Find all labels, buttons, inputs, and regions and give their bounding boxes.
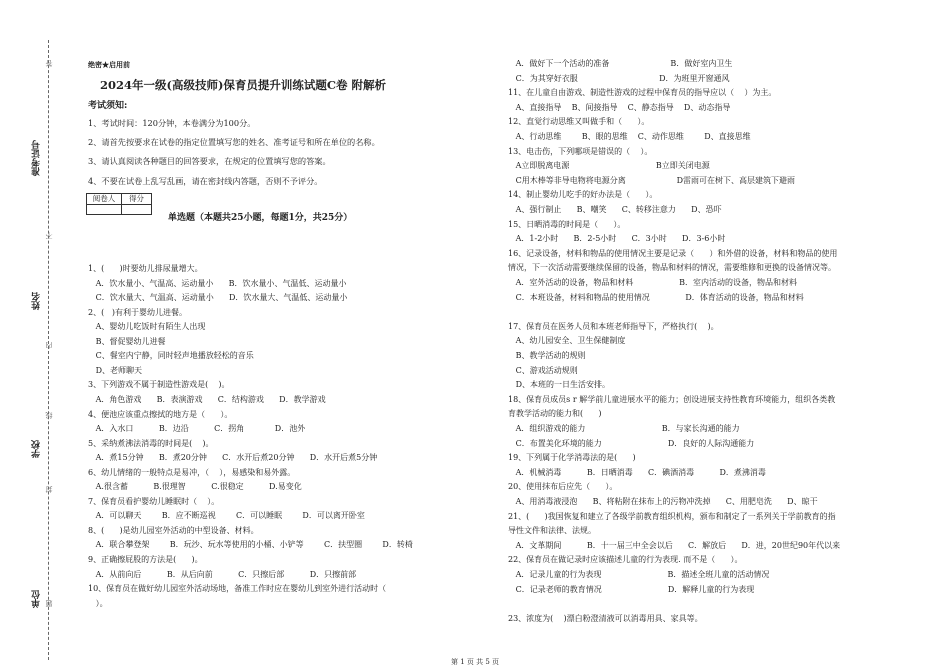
question-line: ）。 xyxy=(88,598,108,608)
binding-mark: 线 xyxy=(45,412,53,419)
binding-label-school: 学校 xyxy=(32,440,42,458)
score-table-header-score: 得分 xyxy=(129,194,144,203)
binding-label-unit: 单位 xyxy=(32,590,42,608)
binding-mark: 题 xyxy=(45,600,53,607)
score-table xyxy=(86,193,152,215)
question-line: 4、便池应该重点擦拭的地方是（ ）。 xyxy=(88,409,233,419)
question-line: 情况，下一次活动需要继续保留的设备，物品和材料的情况，需要维修和更换的设备情况等。 xyxy=(508,263,836,273)
question-line: A.很含蓄 B.很理智 C.很稳定 D.易变化 xyxy=(88,482,302,492)
question-line: C．饮水量大、气温高、运动量小 D．饮水量大、气温低、运动量小 xyxy=(88,293,348,303)
question-line: 导性文件和法律、法规。 xyxy=(508,526,596,536)
question-line: A．做好下一个活动的准备 B．做好室内卫生 xyxy=(508,59,733,68)
question-line: A．联合攀登架 B．玩沙、玩水等使用的小桶、小铲等 C．扶型圈 D．转椅 xyxy=(88,540,413,550)
question-line: A．1-2小时 B．2-5小时 C．3小时 D．3-6小时 xyxy=(508,234,726,244)
question-line: A．室外活动的设备，物品和材料 B．室内活动的设备，物品和材料 xyxy=(508,278,798,287)
question-line: C．为其穿好衣服 D．为班里开窗通风 xyxy=(508,73,730,83)
page-title: 2024年一级(高级技师)保育员提升训练试题C卷 附解析 xyxy=(100,78,387,92)
question-line: 19、下列属于化学消毒法的是( ) xyxy=(508,453,636,463)
question-line: A．记录儿童的行为表现 B．描述全班儿童的活动情况 xyxy=(508,570,770,579)
question-line: A．组织游戏的能力 B．与家长沟通的能力 xyxy=(508,424,740,433)
question-line: 15、日晒消毒的时间是（ ）。 xyxy=(508,219,626,229)
question-line: A、幼儿园安全、卫生保健制度 xyxy=(508,336,626,346)
question-line: 10、保育员在做好幼儿园室外活动场地，备准工作时应在婴幼儿到室外进行活动时（ xyxy=(88,584,387,594)
binding-mark: 内 xyxy=(45,342,53,349)
question-line: 2、( )有利于婴幼儿进餐。 xyxy=(88,307,187,317)
binding-label-exam-id: 准考证号 xyxy=(32,140,42,176)
question-line: C．布置美化环境的能力 D．良好的人际沟通能力 xyxy=(508,438,755,448)
notice-item: 1、考试时间：120分钟，本卷满分为100分。 xyxy=(88,118,256,128)
question-line: 18、保育员成员s r 解学前儿童进展水平的能力；创设进展支持性教育环境能力，组织各类教 xyxy=(508,394,836,404)
question-line: A、婴幼儿吃饭时有陌生人出现 xyxy=(88,322,206,332)
question-line: 14、制止婴幼儿吃手的好办法是（ ）。 xyxy=(508,190,658,200)
question-line: A、强行制止 B、嘲笑 C、转移注意力 D、恐吓 xyxy=(508,205,722,214)
question-line: C、游戏活动规则 xyxy=(508,365,578,375)
question-line: A．从前向后 B．从后向前 C．只擦后部 D．只擦前部 xyxy=(88,569,357,579)
secret-label: 绝密★启用前 xyxy=(88,60,130,69)
question-line: C用木棒等非导电物将电源分离 D雷雨可在树下、高层建筑下避雨 xyxy=(508,175,796,185)
question-line: A．饮水量小、气温高、运动量小 B．饮水量小、气温低、运动量小 xyxy=(88,278,347,288)
question-line: A．煮15分钟 B．煮20分钟 C．水开后煮20分钟 D．水开后煮5分钟 xyxy=(88,453,378,463)
question-line: C、餐室内宁静，同时轻声地播放轻松的音乐 xyxy=(88,351,254,361)
binding-mark: 封 xyxy=(45,486,53,493)
question-line: 12、直觉行动思维又叫做手和（ ）。 xyxy=(508,117,650,127)
question-line: 20、使用抹布后应先（ ）。 xyxy=(508,482,618,492)
question-line: 13、电击伤，下列哪项是错误的（ ）。 xyxy=(508,146,653,156)
question-line: 育教学活动的能力和( ) xyxy=(508,409,602,419)
question-line: D、老师聊天 xyxy=(88,365,143,375)
binding-mark: 不 xyxy=(45,232,53,239)
question-line: A、用消毒液浸泡 B、将粘附在抹布上的污物冲洗掉 C、用肥皂洗 D、晾干 xyxy=(508,497,818,506)
question-line: B、教学活动的规则 xyxy=(508,351,586,360)
question-line: A立即脱离电源 B立即关闭电源 xyxy=(508,161,710,171)
binding-label-name: 姓名 xyxy=(32,292,42,310)
question-line: 5、采纳煮沸法消毒的时间是( )。 xyxy=(88,438,214,448)
binding-mark: 答 xyxy=(45,60,53,67)
notice-item: 2、请首先按要求在试卷的指定位置填写您的姓名、准考证号和所在单位的名称。 xyxy=(88,137,380,147)
score-table-header-grader: 阅卷人 xyxy=(92,194,116,203)
question-line: A．入水口 B．边沿 C．拐角 D．池外 xyxy=(88,424,306,434)
question-line: 8、( )是幼儿园室外活动的中型设备、材料。 xyxy=(88,525,259,535)
question-line: 1、( )时要幼儿排尿量增大。 xyxy=(88,264,203,273)
section-heading: 单选题（本题共25小题，每题1分，共25分） xyxy=(168,213,353,223)
question-line: 16、记录设备，材料和物品的使用情况主要是记录（ ）和外借的设备，材料和物品的使用 xyxy=(508,248,838,258)
question-line: A、直接指导 B、间接指导 C、静态指导 D、动态指导 xyxy=(508,102,731,112)
question-line: A．角色游戏 B．表演游戏 C．结构游戏 D．教学游戏 xyxy=(88,394,326,404)
notice-item: 3、请认真阅读各种题目的回答要求，在规定的位置填写您的答案。 xyxy=(88,156,331,166)
question-line: 6、幼儿情绪的一般特点是易冲，（ ），易感染和易外露。 xyxy=(88,467,296,477)
question-line: A．可以聊天 B．应不断巡视 C．可以睡眠 D．可以离开卧室 xyxy=(88,511,365,521)
question-line: 11、在儿童自由游戏、制造性游戏的过程中保育员的指导应以（ ）为主。 xyxy=(508,88,777,98)
question-line: B、督促婴幼儿进餐 xyxy=(88,336,166,346)
question-line: A．文革期间 B．十一届三中全会以后 C．解放后 D．进，20世纪90年代以来 xyxy=(508,540,841,550)
question-line: 9、正确擦屁股的方法是( )。 xyxy=(88,555,203,564)
question-line: 7、保育员看护婴幼儿睡眠时（ ）。 xyxy=(88,496,220,506)
question-line: A．机械消毒 B．日晒消毒 C．碘酒消毒 D．煮沸消毒 xyxy=(508,467,766,477)
notice-heading: 考试须知: xyxy=(88,101,128,111)
question-line: 23、浓度为( )漂白粉澄清液可以消毒用具、家具等。 xyxy=(508,613,703,623)
page-number: 第 1 页 共 5 页 xyxy=(451,658,500,666)
question-line: 22、保育员在做记录时应该描述儿童的行为表现. 而不是（ ）。 xyxy=(508,555,743,565)
question-line: 21、( )我国恢复和建立了各级学前教育组织机构，颁布和制定了一系列关于学前教育的指 xyxy=(508,511,836,521)
question-line: A、行动思维 B、眼的思维 C、动作思维 D、直接思维 xyxy=(508,132,751,141)
question-line: C．本班设备，材料和物品的使用情况 D．体育活动的设备，物品和材料 xyxy=(508,292,804,302)
binding-line xyxy=(48,40,49,660)
notice-item: 4、不要在试卷上乱写乱画，请在密封线内答题，否则不予评分。 xyxy=(88,176,323,186)
question-line: 3、下列游戏不属于制造性游戏是( )。 xyxy=(88,380,230,390)
question-line: D、本班的一日生活安排。 xyxy=(508,380,611,390)
question-line: C．记录老师的教育情况 D．解释儿童的行为表现 xyxy=(508,584,755,594)
question-line: 17、保育员在医务人员和本班老师指导下，严格执行( )。 xyxy=(508,321,719,331)
